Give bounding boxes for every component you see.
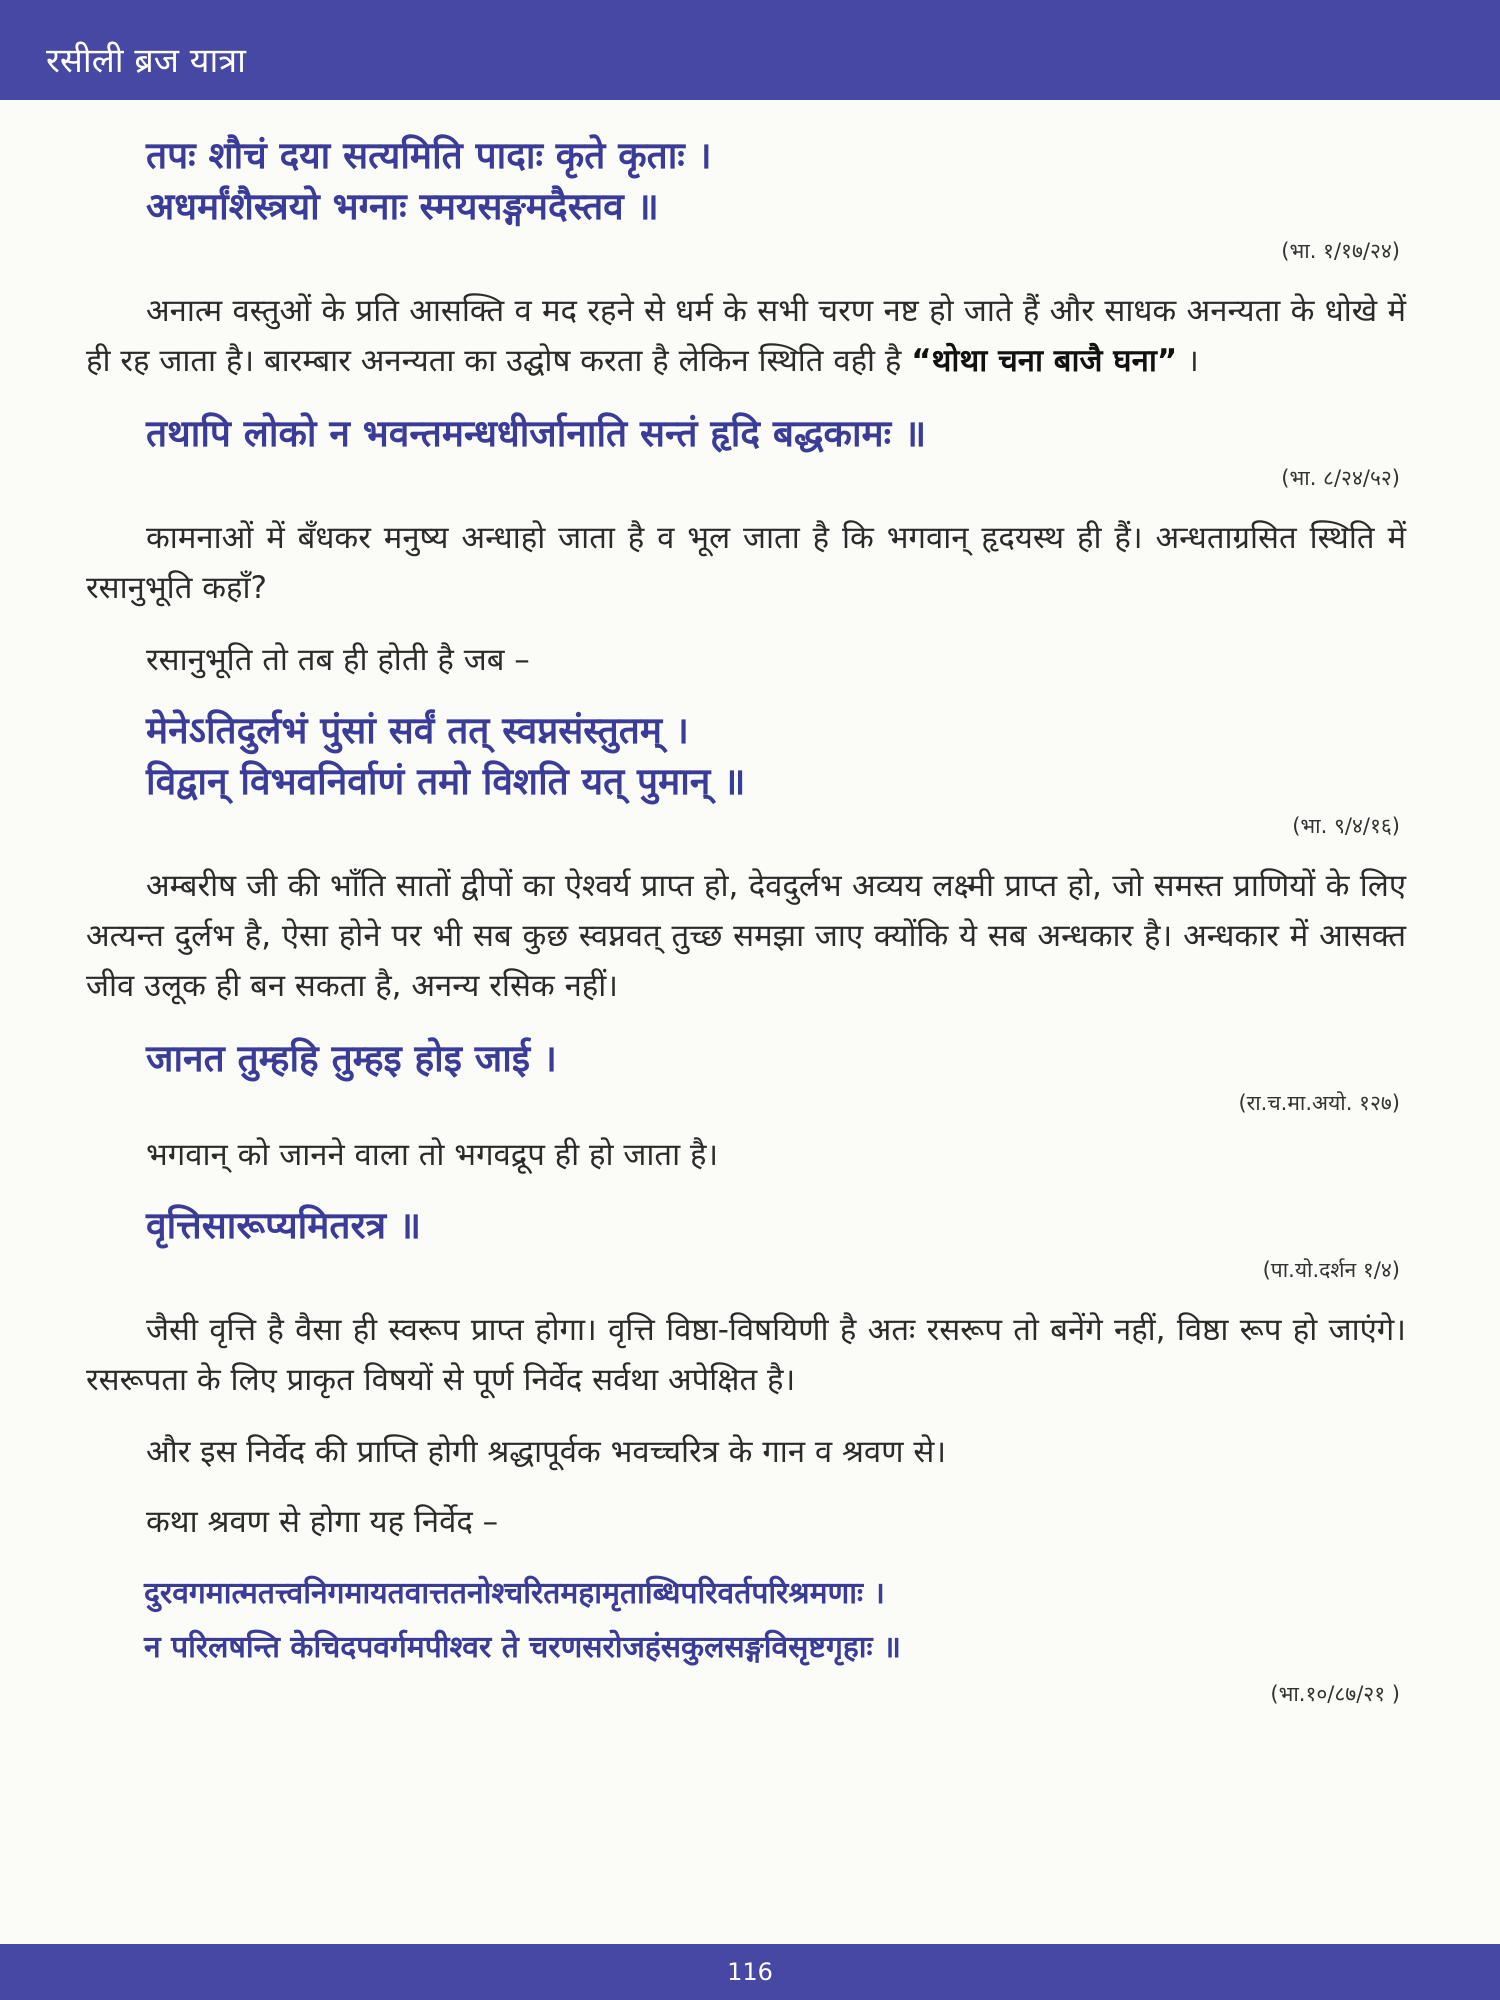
bold-quote: “थोथा चना बाजै घना” (911, 343, 1178, 379)
paragraph: अम्बरीष जी की भाँति सातों द्वीपों का ऐश्वर्य प्राप्त हो, देवदुर्लभ अव्यय लक्ष्मी प्राप्त हो, जो समस्त प्राणियों के लिए अत्यन्त दुर्लभ है, ऐसा होने पर भी सब कुछ स्वप्नवत् तुच्छ समझा जाए क्योंकि ये सब अन्धकार है। अन्धकार में आसक्त जीव उलूक ही बन सकता है, अनन्य रसिक नहीं। (86, 868, 1406, 1004)
page-number: 116 (727, 1958, 773, 1986)
paragraph-end: । (1177, 343, 1199, 379)
verse-block (86, 130, 1406, 232)
verse-block (86, 1033, 1406, 1084)
verse-line: तपः शौचं दया सत्यमिति पादाः कृते कृताः । (146, 134, 712, 177)
verse-line: जानत तुम्हहि तुम्हइ होइ जाई । (146, 1037, 557, 1080)
verse-block (86, 1200, 1406, 1251)
verse-reference: (रा.च.मा.अयो. १२७) (1238, 1091, 1400, 1115)
intro-line: कथा श्रवण से होगा यह निर्वेद – (146, 1504, 499, 1540)
verse-line: तथापि लोको न भवन्तमन्धधीर्जानाति सन्तं हृदि बद्धकामः ॥ (146, 412, 927, 455)
page-content (86, 130, 1406, 1715)
verse-line: दुरवगमात्मतत्त्वनिगमायतवात्ततनोश्चरितमहामृताब्धिपरिवर्तपरिश्रमणाः । (144, 1576, 885, 1611)
intro-line: रसानुभूति तो तब ही होती है जब – (146, 642, 530, 678)
paragraph (86, 286, 1406, 386)
verse-reference: (भा. ८/२४/५२) (1281, 466, 1400, 490)
intro-line: और इस निर्वेद की प्राप्ति होगी श्रद्धापूर्वक भवच्चरित्र के गान व श्रवण से। (146, 1434, 947, 1470)
verse-block (86, 408, 1406, 459)
verse-line: न परिलषन्ति केचिदपवर्गमपीश्वर ते चरणसरोजहंसकुलसङ्गविसृष्टगृहाः ॥ (144, 1630, 902, 1665)
book-title: रसीली ब्रज यात्रा (46, 41, 246, 81)
verse-reference: (भा. १/१७/२४) (1281, 239, 1400, 263)
paragraph: जैसी वृत्ति है वैसा ही स्वरूप प्राप्त होगा। वृत्ति विष्ठा-विषयिणी है अतः रसरूप तो बनेंगे नहीं, विष्ठा रूप हो जाएंगे। रसरूपता के लिए प्राकृत विषयों से पूर्ण निर्वेद सर्वथा अपेक्षित है। (86, 1312, 1406, 1398)
paragraph-text: अनात्म वस्तुओं के प्रति आसक्ति व मद रहने से धर्म के सभी चरण नष्ट हो जाते हैं और साधक अनन्यता के धोखे में ही रह जाता है। बारम्बार अनन्यता का उद्घोष करता है लेकिन स्थिति वही है (86, 293, 1406, 379)
verse-block (86, 705, 1406, 807)
paragraph: कामनाओं में बँधकर मनुष्य अन्धाहो जाता है व भूल जाता है कि भगवान् हृदयस्थ ही हैं। अन्धताग्रसित स्थिति में रसानुभूति कहाँ? (86, 520, 1406, 606)
verse-reference: (भा. ९/४/१६) (1292, 814, 1400, 838)
verse-line: अधर्मांशैस्त्रयो भग्नाः स्मयसङ्गमदैस्तव ॥ (146, 185, 659, 228)
page-footer (0, 1944, 1500, 2000)
page-header (0, 0, 1500, 100)
verse-reference: (पा.यो.दर्शन १/४) (1262, 1258, 1400, 1282)
verse-reference: (भा.१०/८७/२१ ) (1270, 1682, 1400, 1706)
verse-line: मेनेऽतिदुर्लभं पुंसां सर्वं तत् स्वप्नसंस्तुतम् । (146, 709, 689, 752)
intro-line: भगवान् को जानने वाला तो भगवद्रूप ही हो जाता है। (146, 1137, 719, 1173)
verse-line: विद्वान् विभवनिर्वाणं तमो विशति यत् पुमान् ॥ (146, 760, 746, 803)
verse-line: वृत्तिसारूप्यमितरत्र ॥ (146, 1204, 422, 1247)
verse-block (86, 1567, 1406, 1675)
